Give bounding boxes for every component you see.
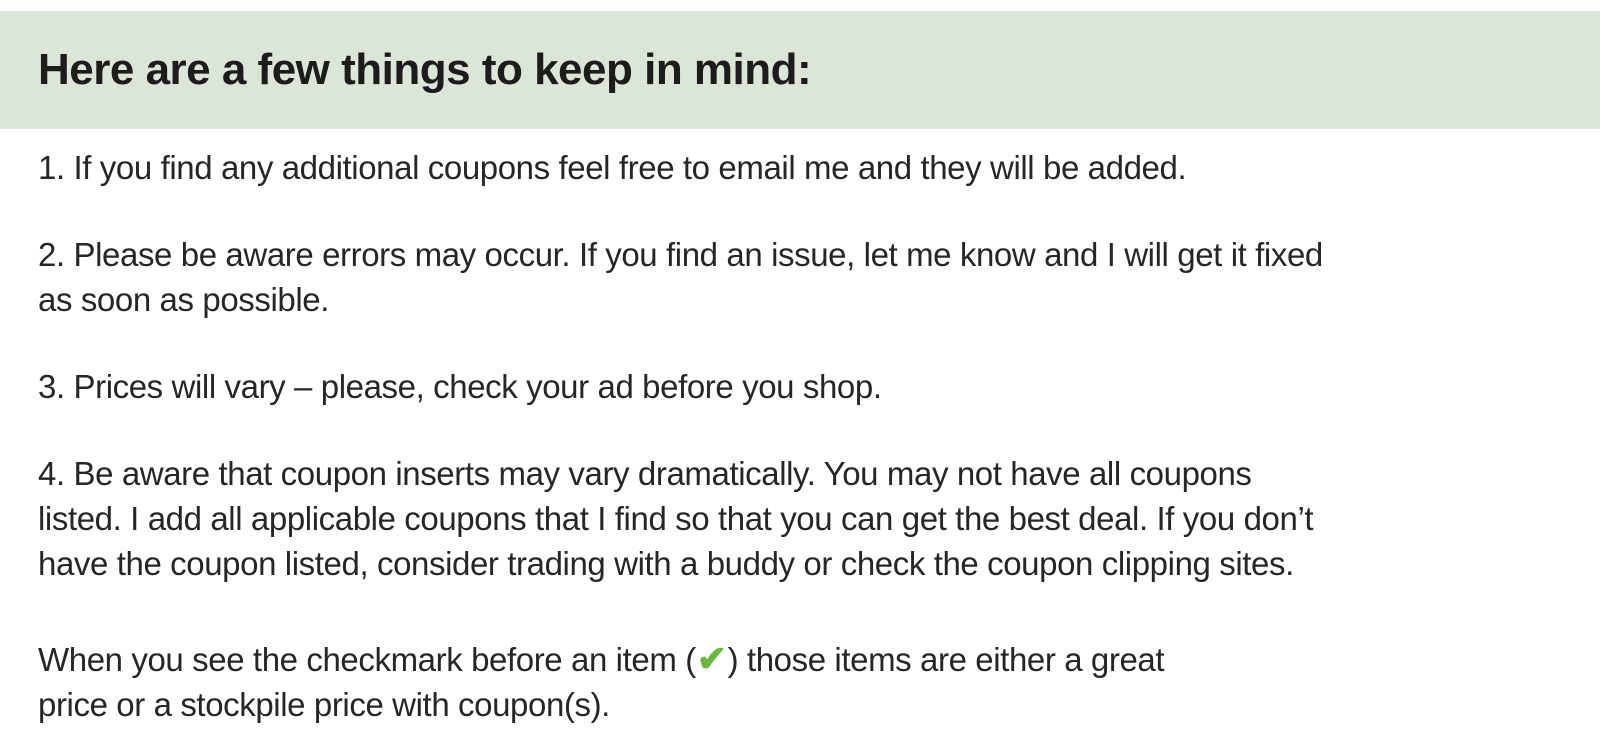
note-item-2-line-2: as soon as possible. <box>38 281 330 318</box>
section-title: Here are a few things to keep in mind: <box>38 45 812 94</box>
note-item-1 <box>38 145 1570 190</box>
note-item-2 <box>38 232 1570 322</box>
note-item-4-line-3: have the coupon listed, consider trading with a buddy or check the coupon clipping sites. <box>38 545 1294 582</box>
section-header <box>0 11 1600 129</box>
note-item-1-line-1: 1. If you find any additional coupons feel free to email me and they will be added. <box>38 149 1187 186</box>
note-item-4-line-1: 4. Be aware that coupon inserts may vary dramatically. You may not have all coupons <box>38 455 1252 492</box>
checkmark-note-line-2: price or a stockpile price with coupon(s). <box>38 686 610 723</box>
checkmark-note-line-1 <box>38 636 1570 682</box>
note-item-3 <box>38 364 1570 409</box>
note-item-2-line-1: 2. Please be aware errors may occur. If you find an issue, let me know and I will get it fixed <box>38 236 1323 273</box>
note-item-4 <box>38 451 1570 586</box>
checkmark-note-text-after: ) those items are either a great <box>727 641 1165 678</box>
checkmark-note <box>38 636 1570 727</box>
content <box>0 129 1600 727</box>
note-item-3-line-1: 3. Prices will vary – please, check your ad before you shop. <box>38 368 882 405</box>
green-checkmark-icon: ✔ <box>696 638 727 679</box>
note-item-4-line-2: listed. I add all applicable coupons that I find so that you can get the best deal. If you don’t <box>38 500 1314 537</box>
checkmark-note-text-before: When you see the checkmark before an item ( <box>38 641 696 678</box>
